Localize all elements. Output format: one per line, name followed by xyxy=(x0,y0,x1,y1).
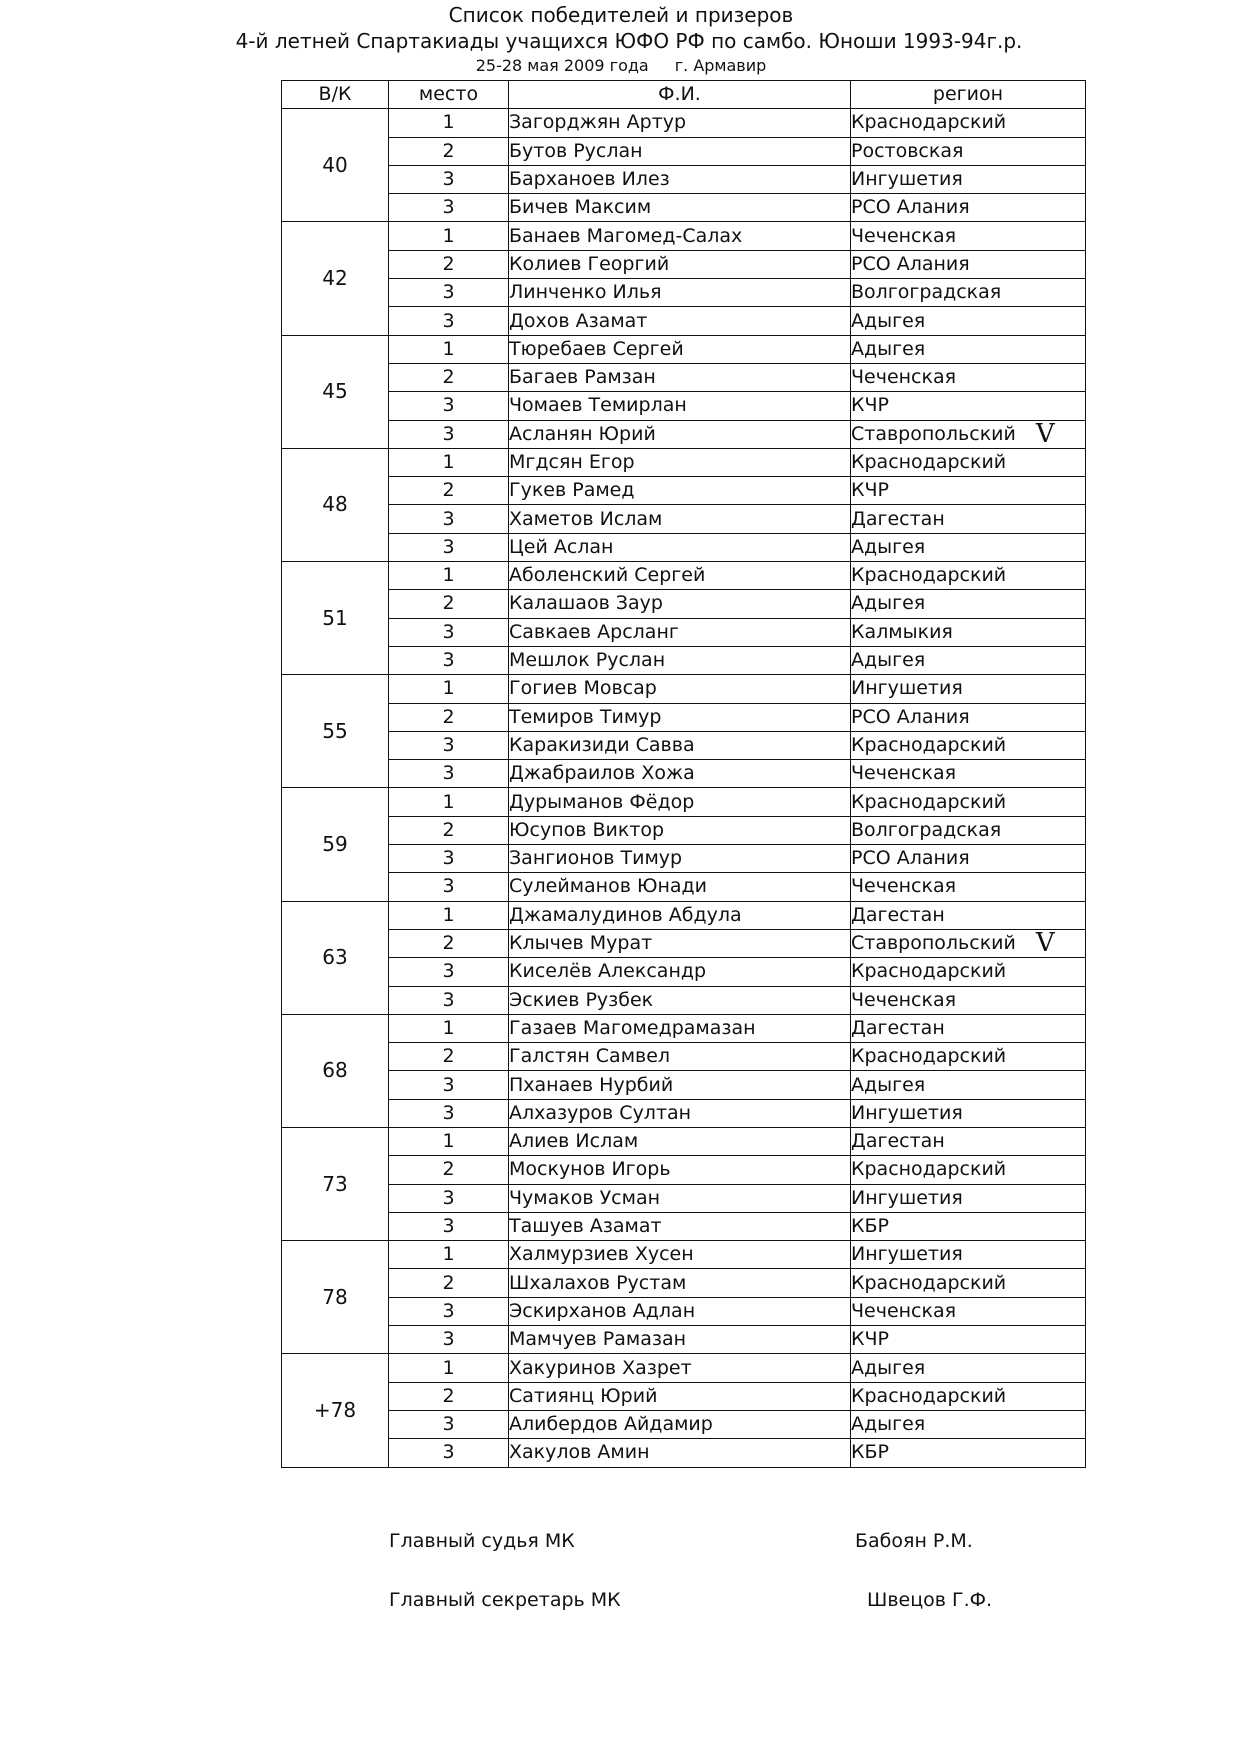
place-cell: 2 xyxy=(389,137,509,165)
table-row xyxy=(282,420,1086,448)
region-label: Дагестан xyxy=(851,1016,945,1039)
athlete-name-cell: Колиев Георгий xyxy=(509,250,851,278)
region-label: КЧР xyxy=(851,479,889,502)
table-row xyxy=(282,901,1086,929)
region-label: Ингушетия xyxy=(851,677,963,700)
place-cell: 2 xyxy=(389,929,509,957)
region-label: Ингушетия xyxy=(851,168,963,191)
place-cell: 2 xyxy=(389,363,509,391)
region-cell xyxy=(851,194,1086,222)
region-cell xyxy=(851,703,1086,731)
region-cell xyxy=(851,1071,1086,1099)
place-cell: 3 xyxy=(389,1410,509,1438)
weight-class-cell: 59 xyxy=(282,788,389,901)
region-cell xyxy=(851,1099,1086,1127)
table-row xyxy=(282,1043,1086,1071)
table-row xyxy=(282,562,1086,590)
athlete-name-cell: Чумаков Усман xyxy=(509,1184,851,1212)
table-row xyxy=(282,165,1086,193)
event-date: 25-28 мая 2009 года xyxy=(475,56,649,75)
athlete-name-cell: Аболенский Сергей xyxy=(509,562,851,590)
place-cell: 3 xyxy=(389,958,509,986)
place-cell: 2 xyxy=(389,816,509,844)
weight-class-cell: 48 xyxy=(282,448,389,561)
region-label: Волгоградская xyxy=(851,818,1002,841)
table-row xyxy=(282,618,1086,646)
region-label: Краснодарский xyxy=(851,960,1007,983)
place-cell: 3 xyxy=(389,760,509,788)
place-cell: 3 xyxy=(389,505,509,533)
region-label: КЧР xyxy=(851,1328,889,1351)
region-cell xyxy=(851,250,1086,278)
region-cell xyxy=(851,1184,1086,1212)
table-row xyxy=(282,788,1086,816)
place-cell: 3 xyxy=(389,986,509,1014)
table-row xyxy=(282,363,1086,391)
weight-class-cell: 51 xyxy=(282,562,389,675)
region-label: Краснодарский xyxy=(851,733,1007,756)
region-label: Ставропольский xyxy=(851,932,1016,955)
chief-secretary-name: Швецов Г.Ф. xyxy=(867,1589,993,1611)
region-cell xyxy=(851,279,1086,307)
region-cell xyxy=(851,505,1086,533)
region-label: Краснодарский xyxy=(851,1045,1007,1068)
weight-class-cell: +78 xyxy=(282,1354,389,1467)
handwritten-check-mark: V xyxy=(1035,420,1055,449)
region-label: Адыгея xyxy=(851,337,926,360)
region-label: Ставропольский xyxy=(851,422,1016,445)
place-cell: 3 xyxy=(389,194,509,222)
athlete-name-cell: Мгдсян Егор xyxy=(509,448,851,476)
table-row xyxy=(282,1297,1086,1325)
place-cell: 1 xyxy=(389,448,509,476)
athlete-name-cell: Загорджян Артур xyxy=(509,109,851,137)
region-cell xyxy=(851,929,1086,957)
table-row xyxy=(282,109,1086,137)
athlete-name-cell: Шхалахов Рустам xyxy=(509,1269,851,1297)
place-cell: 3 xyxy=(389,420,509,448)
table-row xyxy=(282,448,1086,476)
table-row xyxy=(282,279,1086,307)
athlete-name-cell: Калашаов Заур xyxy=(509,590,851,618)
region-cell xyxy=(851,958,1086,986)
region-cell xyxy=(851,816,1086,844)
athlete-name-cell: Гукев Рамед xyxy=(509,477,851,505)
region-label: Волгоградская xyxy=(851,281,1002,304)
table-row xyxy=(282,760,1086,788)
region-label: Краснодарский xyxy=(851,790,1007,813)
place-cell: 1 xyxy=(389,1127,509,1155)
place-cell: 2 xyxy=(389,1043,509,1071)
document-title: Список победителей и призеров xyxy=(448,3,794,27)
table-row xyxy=(282,1014,1086,1042)
chief-judge-name: Бабоян Р.М. xyxy=(855,1530,973,1552)
region-label: Адыгея xyxy=(851,309,926,332)
table-row xyxy=(282,590,1086,618)
table-row xyxy=(282,1241,1086,1269)
region-cell xyxy=(851,420,1086,448)
chief-judge-title: Главный судья МК xyxy=(389,1530,575,1552)
region-label: Адыгея xyxy=(851,1073,926,1096)
place-cell: 2 xyxy=(389,1382,509,1410)
table-row xyxy=(282,731,1086,759)
athlete-name-cell: Сулейманов Юнади xyxy=(509,873,851,901)
region-label: Чеченская xyxy=(851,762,957,785)
region-cell xyxy=(851,845,1086,873)
region-cell xyxy=(851,760,1086,788)
region-label: Чеченская xyxy=(851,366,957,389)
region-label: Адыгея xyxy=(851,1413,926,1436)
table-row xyxy=(282,1212,1086,1240)
athlete-name-cell: Алхазуров Султан xyxy=(509,1099,851,1127)
place-cell: 3 xyxy=(389,165,509,193)
weight-class-cell: 45 xyxy=(282,335,389,448)
place-cell: 3 xyxy=(389,845,509,873)
place-cell: 2 xyxy=(389,590,509,618)
athlete-name-cell: Темиров Тимур xyxy=(509,703,851,731)
region-cell xyxy=(851,1354,1086,1382)
region-cell xyxy=(851,590,1086,618)
table-row xyxy=(282,1439,1086,1467)
place-cell: 3 xyxy=(389,1439,509,1467)
place-cell: 3 xyxy=(389,1071,509,1099)
region-label: Ингушетия xyxy=(851,1243,963,1266)
athlete-name-cell: Багаев Рамзан xyxy=(509,363,851,391)
place-cell: 3 xyxy=(389,279,509,307)
region-cell xyxy=(851,646,1086,674)
athlete-name-cell: Юсупов Виктор xyxy=(509,816,851,844)
region-cell xyxy=(851,477,1086,505)
place-cell: 2 xyxy=(389,1156,509,1184)
region-label: Адыгея xyxy=(851,535,926,558)
place-cell: 1 xyxy=(389,675,509,703)
region-cell xyxy=(851,307,1086,335)
place-cell: 3 xyxy=(389,392,509,420)
place-cell: 2 xyxy=(389,1269,509,1297)
region-label: Адыгея xyxy=(851,1356,926,1379)
table-row xyxy=(282,1269,1086,1297)
table-row xyxy=(282,1354,1086,1382)
region-label: КБР xyxy=(851,1441,889,1464)
region-label: Краснодарский xyxy=(851,111,1007,134)
weight-class-cell: 42 xyxy=(282,222,389,335)
table-row xyxy=(282,194,1086,222)
region-label: Чеченская xyxy=(851,875,957,898)
athlete-name-cell: Тюребаев Сергей xyxy=(509,335,851,363)
region-label: РСО Алания xyxy=(851,705,970,728)
place-cell: 1 xyxy=(389,901,509,929)
place-cell: 3 xyxy=(389,533,509,561)
region-cell xyxy=(851,1156,1086,1184)
region-cell xyxy=(851,788,1086,816)
place-cell: 1 xyxy=(389,335,509,363)
table-header-row xyxy=(282,81,1086,109)
region-cell xyxy=(851,448,1086,476)
region-label: Калмыкия xyxy=(851,620,953,643)
region-label: Чеченская xyxy=(851,988,957,1011)
region-label: Краснодарский xyxy=(851,564,1007,587)
region-cell xyxy=(851,1382,1086,1410)
athlete-name-cell: Эскиев Рузбек xyxy=(509,986,851,1014)
athlete-name-cell: Пханаев Нурбий xyxy=(509,1071,851,1099)
region-cell xyxy=(851,901,1086,929)
table-row xyxy=(282,675,1086,703)
athlete-name-cell: Клычев Мурат xyxy=(509,929,851,957)
place-cell: 3 xyxy=(389,1212,509,1240)
athlete-name-cell: Джабраилов Хожа xyxy=(509,760,851,788)
athlete-name-cell: Каракизиди Савва xyxy=(509,731,851,759)
region-label: Краснодарский xyxy=(851,1271,1007,1294)
chief-secretary-title: Главный секретарь МК xyxy=(389,1589,621,1611)
region-cell xyxy=(851,1410,1086,1438)
table-row xyxy=(282,1326,1086,1354)
place-cell: 3 xyxy=(389,307,509,335)
place-cell: 3 xyxy=(389,646,509,674)
athlete-name-cell: Зангионов Тимур xyxy=(509,845,851,873)
region-cell xyxy=(851,109,1086,137)
region-label: Дагестан xyxy=(851,1130,945,1153)
region-cell xyxy=(851,1127,1086,1155)
athlete-name-cell: Киселёв Александр xyxy=(509,958,851,986)
region-cell xyxy=(851,533,1086,561)
region-cell xyxy=(851,873,1086,901)
table-row xyxy=(282,1099,1086,1127)
region-cell xyxy=(851,986,1086,1014)
athlete-name-cell: Дурыманов Фёдор xyxy=(509,788,851,816)
weight-class-cell: 63 xyxy=(282,901,389,1014)
region-label: КЧР xyxy=(851,394,889,417)
table-row xyxy=(282,533,1086,561)
athlete-name-cell: Линченко Илья xyxy=(509,279,851,307)
athlete-name-cell: Гогиев Мовсар xyxy=(509,675,851,703)
region-cell xyxy=(851,1326,1086,1354)
athlete-name-cell: Хакуринов Хазрет xyxy=(509,1354,851,1382)
place-cell: 2 xyxy=(389,477,509,505)
table-row xyxy=(282,873,1086,901)
athlete-name-cell: Ташуев Азамат xyxy=(509,1212,851,1240)
region-cell xyxy=(851,222,1086,250)
place-cell: 2 xyxy=(389,703,509,731)
region-cell xyxy=(851,1269,1086,1297)
region-cell xyxy=(851,675,1086,703)
weight-class-cell: 68 xyxy=(282,1014,389,1127)
place-cell: 3 xyxy=(389,1184,509,1212)
athlete-name-cell: Джамалудинов Абдула xyxy=(509,901,851,929)
results-table xyxy=(281,80,1086,1468)
region-label: РСО Алания xyxy=(851,252,970,275)
place-cell: 1 xyxy=(389,1354,509,1382)
athlete-name-cell: Алибердов Айдамир xyxy=(509,1410,851,1438)
region-label: Ростовская xyxy=(851,139,964,162)
athlete-name-cell: Москунов Игорь xyxy=(509,1156,851,1184)
region-cell xyxy=(851,1043,1086,1071)
region-cell xyxy=(851,562,1086,590)
place-cell: 1 xyxy=(389,788,509,816)
table-row xyxy=(282,958,1086,986)
place-cell: 3 xyxy=(389,1297,509,1325)
table-row xyxy=(282,646,1086,674)
region-label: Краснодарский xyxy=(851,1384,1007,1407)
athlete-name-cell: Бичев Максим xyxy=(509,194,851,222)
table-row xyxy=(282,392,1086,420)
region-label: РСО Алания xyxy=(851,196,970,219)
handwritten-check-mark: V xyxy=(1035,929,1055,958)
athlete-name-cell: Сатиянц Юрий xyxy=(509,1382,851,1410)
table-row xyxy=(282,477,1086,505)
place-cell: 1 xyxy=(389,562,509,590)
document-subtitle: 4-й летней Спартакиады учащихся ЮФО РФ по самбо. Юноши 1993-94г.р. xyxy=(235,29,1023,53)
region-label: Ингушетия xyxy=(851,1101,963,1124)
table-row xyxy=(282,307,1086,335)
athlete-name-cell: Газаев Магомедрамазан xyxy=(509,1014,851,1042)
weight-class-cell: 73 xyxy=(282,1127,389,1240)
athlete-name-cell: Бутов Руслан xyxy=(509,137,851,165)
column-header-weight: В/К xyxy=(282,81,389,109)
region-label: Дагестан xyxy=(851,507,945,530)
table-row xyxy=(282,1127,1086,1155)
table-row xyxy=(282,1184,1086,1212)
place-cell: 3 xyxy=(389,1326,509,1354)
table-row xyxy=(282,505,1086,533)
region-label: Чеченская xyxy=(851,224,957,247)
table-row xyxy=(282,703,1086,731)
table-row xyxy=(282,929,1086,957)
region-cell xyxy=(851,1439,1086,1467)
athlete-name-cell: Хаметов Ислам xyxy=(509,505,851,533)
athlete-name-cell: Цей Аслан xyxy=(509,533,851,561)
region-cell xyxy=(851,618,1086,646)
weight-class-cell: 55 xyxy=(282,675,389,788)
place-cell: 3 xyxy=(389,1099,509,1127)
region-label: Чеченская xyxy=(851,1299,957,1322)
region-cell xyxy=(851,731,1086,759)
place-cell: 3 xyxy=(389,618,509,646)
column-header-name: Ф.И. xyxy=(509,81,851,109)
region-label: Адыгея xyxy=(851,649,926,672)
athlete-name-cell: Асланян Юрий xyxy=(509,420,851,448)
column-header-region: регион xyxy=(851,81,1086,109)
region-cell xyxy=(851,335,1086,363)
region-label: Краснодарский xyxy=(851,451,1007,473)
table-row xyxy=(282,816,1086,844)
region-cell xyxy=(851,165,1086,193)
region-cell xyxy=(851,1014,1086,1042)
weight-class-cell: 40 xyxy=(282,109,389,222)
athlete-name-cell: Чомаев Темирлан xyxy=(509,392,851,420)
place-cell: 3 xyxy=(389,873,509,901)
athlete-name-cell: Мешлок Руслан xyxy=(509,646,851,674)
region-cell xyxy=(851,363,1086,391)
athlete-name-cell: Хакулов Амин xyxy=(509,1439,851,1467)
results-body xyxy=(282,109,1086,1467)
weight-class-cell: 78 xyxy=(282,1241,389,1354)
event-date-location xyxy=(0,56,1242,75)
athlete-name-cell: Халмурзиев Хусен xyxy=(509,1241,851,1269)
table-row xyxy=(282,986,1086,1014)
table-row xyxy=(282,845,1086,873)
region-cell xyxy=(851,1297,1086,1325)
table-row xyxy=(282,1071,1086,1099)
athlete-name-cell: Дохов Азамат xyxy=(509,307,851,335)
place-cell: 1 xyxy=(389,222,509,250)
region-cell xyxy=(851,392,1086,420)
place-cell: 2 xyxy=(389,250,509,278)
place-cell: 3 xyxy=(389,731,509,759)
place-cell: 1 xyxy=(389,1014,509,1042)
region-label: Дагестан xyxy=(851,903,945,926)
region-cell xyxy=(851,1212,1086,1240)
athlete-name-cell: Банаев Магомед-Салах xyxy=(509,222,851,250)
column-header-place: место xyxy=(389,81,509,109)
event-city: г. Армавир xyxy=(674,56,767,75)
place-cell: 1 xyxy=(389,1241,509,1269)
place-cell: 1 xyxy=(389,109,509,137)
region-label: КБР xyxy=(851,1215,889,1238)
athlete-name-cell: Галстян Самвел xyxy=(509,1043,851,1071)
region-label: РСО Алания xyxy=(851,847,970,870)
region-label: Краснодарский xyxy=(851,1158,1007,1181)
table-row xyxy=(282,137,1086,165)
region-label: Ингушетия xyxy=(851,1186,963,1209)
athlete-name-cell: Барханоев Илез xyxy=(509,165,851,193)
table-row xyxy=(282,335,1086,363)
athlete-name-cell: Савкаев Арсланг xyxy=(509,618,851,646)
region-label: Адыгея xyxy=(851,592,926,615)
table-row xyxy=(282,1382,1086,1410)
table-row xyxy=(282,222,1086,250)
athlete-name-cell: Эскирханов Адлан xyxy=(509,1297,851,1325)
table-row xyxy=(282,1156,1086,1184)
athlete-name-cell: Алиев Ислам xyxy=(509,1127,851,1155)
table-row xyxy=(282,1410,1086,1438)
region-cell xyxy=(851,1241,1086,1269)
athlete-name-cell: Мамчуев Рамазан xyxy=(509,1326,851,1354)
region-cell xyxy=(851,137,1086,165)
table-row xyxy=(282,250,1086,278)
